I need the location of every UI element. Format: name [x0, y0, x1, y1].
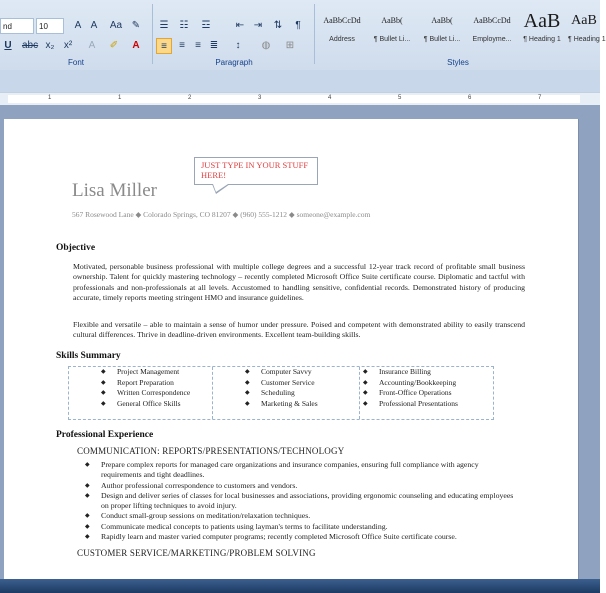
objective-paragraph-2: Flexible and versatile – able to maintain a sense of humor under pressure. Poised and competent with demonstrated ability to easily transcend cultural differences. Thrive in deadline-driven environments. Excellent team-building skills.	[73, 320, 525, 340]
objective-heading: Objective	[56, 243, 96, 253]
experience-heading: Professional Experience	[56, 430, 154, 440]
ruler-track	[8, 95, 580, 103]
style-preview: AaB	[523, 10, 561, 32]
skill-item: ◆ Written Correspondence	[101, 388, 211, 399]
objective-paragraph-1: Motivated, personable business professional with multiple college degrees and a successful 12-year track record of profitable small business ownership. Talent for quickly mastering technology – recently completed Microsoft Office Suite certificate course. Diplomatic and tactful with professionals and non-professionals at all levels. Accustomed to handling sensitive, confidential records. Demonstrated history of producing accurate, timely reports meeting stringent HMO and insurance guidelines.	[73, 262, 525, 302]
ribbon-separator	[314, 4, 315, 64]
borders-icon[interactable]: ⊞	[285, 40, 295, 51]
numbering-icon[interactable]: ☷	[179, 20, 189, 31]
skill-item: ◆ Accounting/Bookkeeping	[363, 378, 491, 389]
ruler-number: 4	[328, 95, 332, 101]
ruler-number: 6	[468, 95, 472, 101]
ruler-number: 2	[188, 95, 192, 101]
align-left-icon[interactable]: ≡	[156, 38, 172, 54]
skills-column-divider	[359, 367, 361, 419]
show-formatting-icon[interactable]: ¶	[295, 20, 301, 31]
font-name-combo[interactable]: nd	[0, 18, 34, 34]
align-center-icon[interactable]: ≡	[179, 40, 185, 51]
skills-column-divider	[212, 367, 214, 419]
skill-item: ◆ Computer Savvy	[245, 367, 355, 378]
job-bullet: ◆ Author professional correspondence to customers and vendors.	[85, 481, 515, 491]
ruler-number: 7	[538, 95, 542, 101]
bullets-icon[interactable]: ☰	[159, 20, 169, 31]
style-bullet-list-1[interactable]	[368, 6, 416, 58]
text-effects-icon[interactable]: A	[88, 40, 96, 51]
multilevel-list-icon[interactable]: ☲	[201, 20, 211, 31]
skills-column-1	[101, 367, 211, 419]
style-heading-1b[interactable]	[568, 6, 606, 58]
skills-table[interactable]	[68, 366, 494, 420]
font-color-icon[interactable]: A	[132, 40, 140, 51]
change-case-icon[interactable]: Aa	[109, 20, 123, 31]
shading-icon[interactable]: ◍	[261, 40, 271, 51]
style-employment[interactable]	[468, 6, 516, 58]
style-preview: AaBbCcDd	[323, 16, 361, 25]
align-right-icon[interactable]: ≡	[195, 40, 201, 51]
style-address[interactable]	[318, 6, 366, 58]
sort-icon[interactable]: ⇅	[273, 20, 283, 31]
job-title-1: COMMUNICATION: REPORTS/PRESENTATIONS/TECHNOLOGY	[77, 446, 345, 456]
line-spacing-icon[interactable]: ↕	[235, 40, 241, 51]
grow-font-icon[interactable]: A	[74, 20, 82, 31]
job-1-bullets	[85, 460, 515, 542]
ruler-number: 5	[398, 95, 402, 101]
callout-tail-fill	[213, 184, 228, 192]
job-bullet: ◆ Conduct small-group sessions on meditation/relaxation techniques.	[85, 511, 515, 521]
skills-heading: Skills Summary	[56, 351, 121, 361]
paragraph-group-label: Paragraph	[215, 58, 253, 67]
ruler-number: 1	[118, 95, 122, 101]
underline-icon[interactable]: U	[4, 40, 12, 51]
skill-item: ◆ General Office Skills	[101, 399, 211, 410]
resume-contact: 567 Rosewood Lane ◆ Colorado Springs, CO 81207 ◆ (960) 555-1212 ◆ someone@example.com	[72, 210, 371, 219]
strikethrough-icon[interactable]: abc	[22, 40, 39, 51]
shrink-font-icon[interactable]: A	[90, 20, 98, 31]
style-preview: AaBb(	[431, 16, 453, 25]
job-bullet: ◆ Rapidly learn and master varied computer programs; recently completed Microsoft Office Suite certificate course.	[85, 532, 515, 542]
skill-item: ◆ Front-Office Operations	[363, 388, 491, 399]
paragraph-group	[154, 2, 314, 68]
decrease-indent-icon[interactable]: ⇤	[235, 20, 245, 31]
style-name: ¶ Heading 1	[568, 36, 606, 43]
subscript-icon[interactable]: x₂	[45, 40, 55, 51]
style-name: Employme...	[472, 36, 512, 43]
style-preview: AaBb(	[381, 16, 403, 25]
job-title-2: CUSTOMER SERVICE/MARKETING/PROBLEM SOLVING	[77, 548, 316, 558]
style-name: ¶ Bullet Li...	[423, 36, 461, 43]
skill-item: ◆ Insurance Billing	[363, 367, 491, 378]
job-bullet: ◆ Prepare complex reports for managed care organizations and insurance companies, ensuring full compliance with agency requirements and tight deadlines.	[85, 460, 515, 481]
style-preview: AaBbCcDd	[473, 16, 511, 25]
skills-column-3	[363, 367, 491, 419]
styles-group-label: Styles	[447, 58, 469, 67]
highlight-icon[interactable]: ✐	[109, 40, 119, 51]
font-size-combo[interactable]: 10	[36, 18, 64, 34]
style-name: ¶ Heading 1	[523, 36, 561, 43]
style-preview: AaB	[571, 13, 597, 28]
increase-indent-icon[interactable]: ⇥	[253, 20, 263, 31]
styles-group	[316, 2, 606, 68]
ribbon-gap	[0, 70, 600, 92]
style-name: Address	[329, 36, 355, 43]
taskbar	[0, 579, 600, 593]
skill-item: ◆ Project Management	[101, 367, 211, 378]
ruler-number: 1	[48, 95, 52, 101]
job-bullet: ◆ Design and deliver series of classes for local businesses and associations, providing ergonomic counseling and educating employees on proper lifting techniques to avoid injury.	[85, 491, 515, 512]
justify-icon[interactable]: ≣	[209, 40, 219, 51]
font-group	[0, 2, 152, 68]
skill-item: ◆ Professional Presentations	[363, 399, 491, 410]
ribbon	[0, 0, 606, 71]
ruler-number: 3	[258, 95, 262, 101]
skills-column-2	[245, 367, 355, 419]
skill-item: ◆ Customer Service	[245, 378, 355, 389]
job-bullet: ◆ Communicate medical concepts to patients using layman's terms to facilitate understanding.	[85, 522, 515, 532]
style-bullet-list-2[interactable]	[418, 6, 466, 58]
skill-item: ◆ Marketing & Sales	[245, 399, 355, 410]
callout-note[interactable]: JUST TYPE IN YOUR STUFF HERE!	[194, 157, 318, 185]
style-heading-1[interactable]	[518, 6, 566, 58]
style-name: ¶ Bullet Li...	[373, 36, 411, 43]
horizontal-ruler[interactable]	[0, 92, 600, 106]
skill-item: ◆ Report Preparation	[101, 378, 211, 389]
ribbon-separator	[152, 4, 153, 64]
superscript-icon[interactable]: x²	[63, 40, 73, 51]
skill-item: ◆ Scheduling	[245, 388, 355, 399]
resume-name: Lisa Miller	[72, 180, 157, 201]
clear-formatting-icon[interactable]: ✎	[131, 20, 141, 31]
font-group-label: Font	[67, 58, 84, 67]
